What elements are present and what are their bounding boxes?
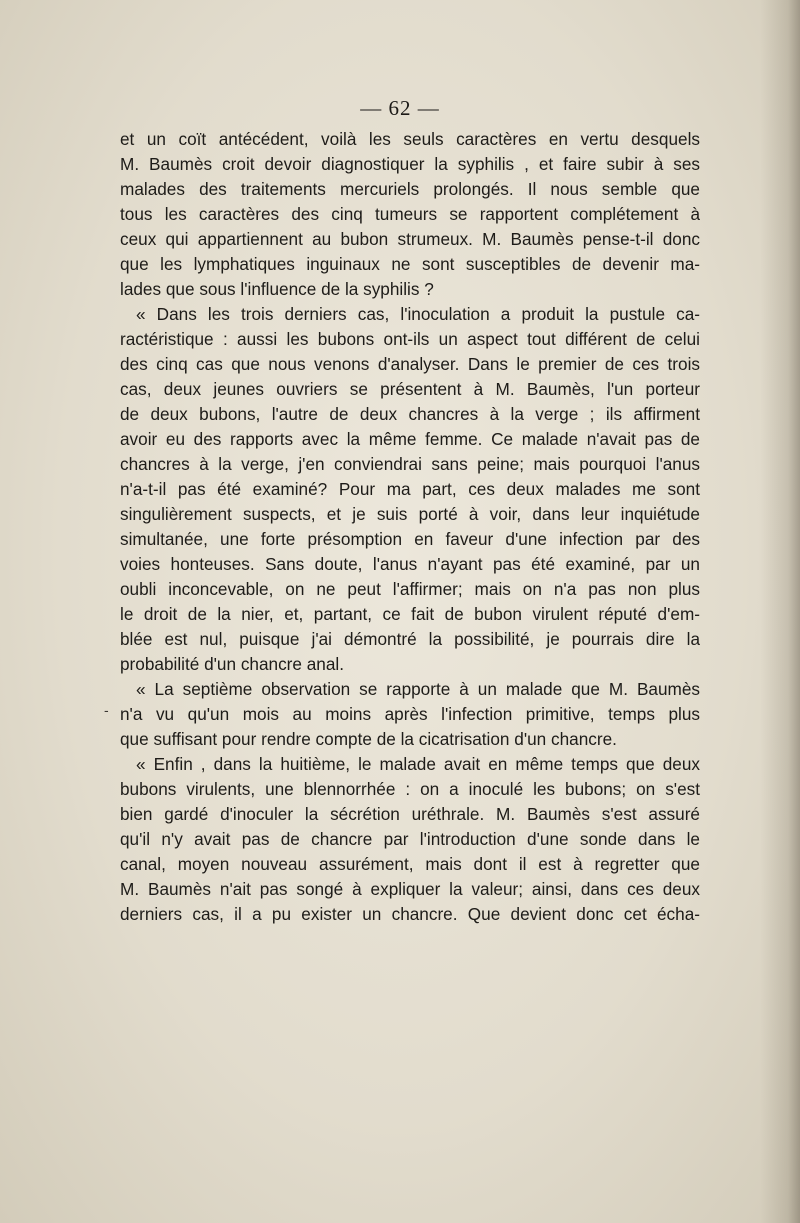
text-line: ceux qui appartiennent au bubon strumeux. M. Baumès pense-t-il donc: [120, 229, 700, 249]
text-line: « Dans les trois derniers cas, l'inoculation a produit la pustule ca-: [136, 304, 700, 324]
text-line: et un coït antécédent, voilà les seuls caractères en vertu desquels: [120, 129, 700, 149]
text-line: canal, moyen nouveau assurément, mais dont il est à regretter que: [120, 854, 700, 874]
text-line: M. Baumès n'ait pas songé à expliquer la valeur; ainsi, dans ces deux: [120, 879, 700, 899]
text-line: simultanée, une forte présomption en faveur d'une infection par des: [120, 529, 700, 549]
text-line: blée est nul, puisque j'ai démontré la possibilité, je pourrais dire la: [120, 629, 700, 649]
text-line: que les lymphatiques inguinaux ne sont susceptibles de devenir ma-: [120, 254, 700, 274]
text-line: derniers cas, il a pu exister un chancre. Que devient donc cet écha-: [120, 904, 700, 924]
text-line: des cinq cas que nous venons d'analyser. Dans le premier de ces trois: [120, 354, 700, 374]
text-line: probabilité d'un chancre anal.: [120, 654, 345, 674]
text-line: oubli inconcevable, on ne peut l'affirmer; mais on n'a pas non plus: [120, 579, 700, 599]
text-line: « La septième observation se rapporte à un malade que M. Baumès: [136, 679, 700, 699]
text-line: n'a-t-il pas été examiné? Pour ma part, ces deux malades me sont: [120, 479, 700, 499]
text-line: cas, deux jeunes ouvriers se présentent à M. Baumès, l'un porteur: [120, 379, 700, 399]
text-line: bien gardé d'inoculer la sécrétion uréthrale. M. Baumès s'est assuré: [120, 804, 700, 824]
text-line: malades des traitements mercuriels prolongés. Il nous semble que: [120, 179, 700, 199]
text-line: de deux bubons, l'autre de deux chancres à la verge ; ils affirment: [120, 404, 700, 424]
text-line: voies honteuses. Sans doute, l'anus n'ayant pas été examiné, par un: [120, 554, 700, 574]
text-line: n'a vu qu'un mois au moins après l'infection primitive, temps plus: [120, 704, 700, 724]
page-number: — 62 —: [360, 96, 440, 120]
body-text: [120, 127, 700, 927]
text-line: « Enfin , dans la huitième, le malade avait en même temps que deux: [136, 754, 700, 774]
text-line: chancres à la verge, j'en conviendrai sans peine; mais pourquoi l'anus: [120, 454, 700, 474]
text-line: lades que sous l'influence de la syphilis ?: [120, 279, 434, 299]
text-line: M. Baumès croit devoir diagnostiquer la syphilis , et faire subir à ses: [120, 154, 700, 174]
text-line: ractéristique : aussi les bubons ont-ils un aspect tout différent de celui: [120, 329, 700, 349]
text-line: tous les caractères des cinq tumeurs se rapportent complétement à: [120, 204, 700, 224]
page-edge-shadow: [760, 0, 800, 1223]
text-line: singulièrement suspects, et je suis porté à voir, dans leur inquiétude: [120, 504, 700, 524]
text-line: le droit de la nier, et, partant, ce fait de bubon virulent réputé d'em-: [120, 604, 700, 624]
text-line: bubons virulents, une blennorrhée : on a inoculé les bubons; on s'est: [120, 779, 700, 799]
text-line: qu'il n'y avait pas de chancre par l'introduction d'une sonde dans le: [120, 829, 700, 849]
text-line: avoir eu des rapports avec la même femme. Ce malade n'avait pas de: [120, 429, 700, 449]
margin-mark: -: [104, 702, 109, 718]
text-line: que suffisant pour rendre compte de la cicatrisation d'un chancre.: [120, 729, 617, 749]
